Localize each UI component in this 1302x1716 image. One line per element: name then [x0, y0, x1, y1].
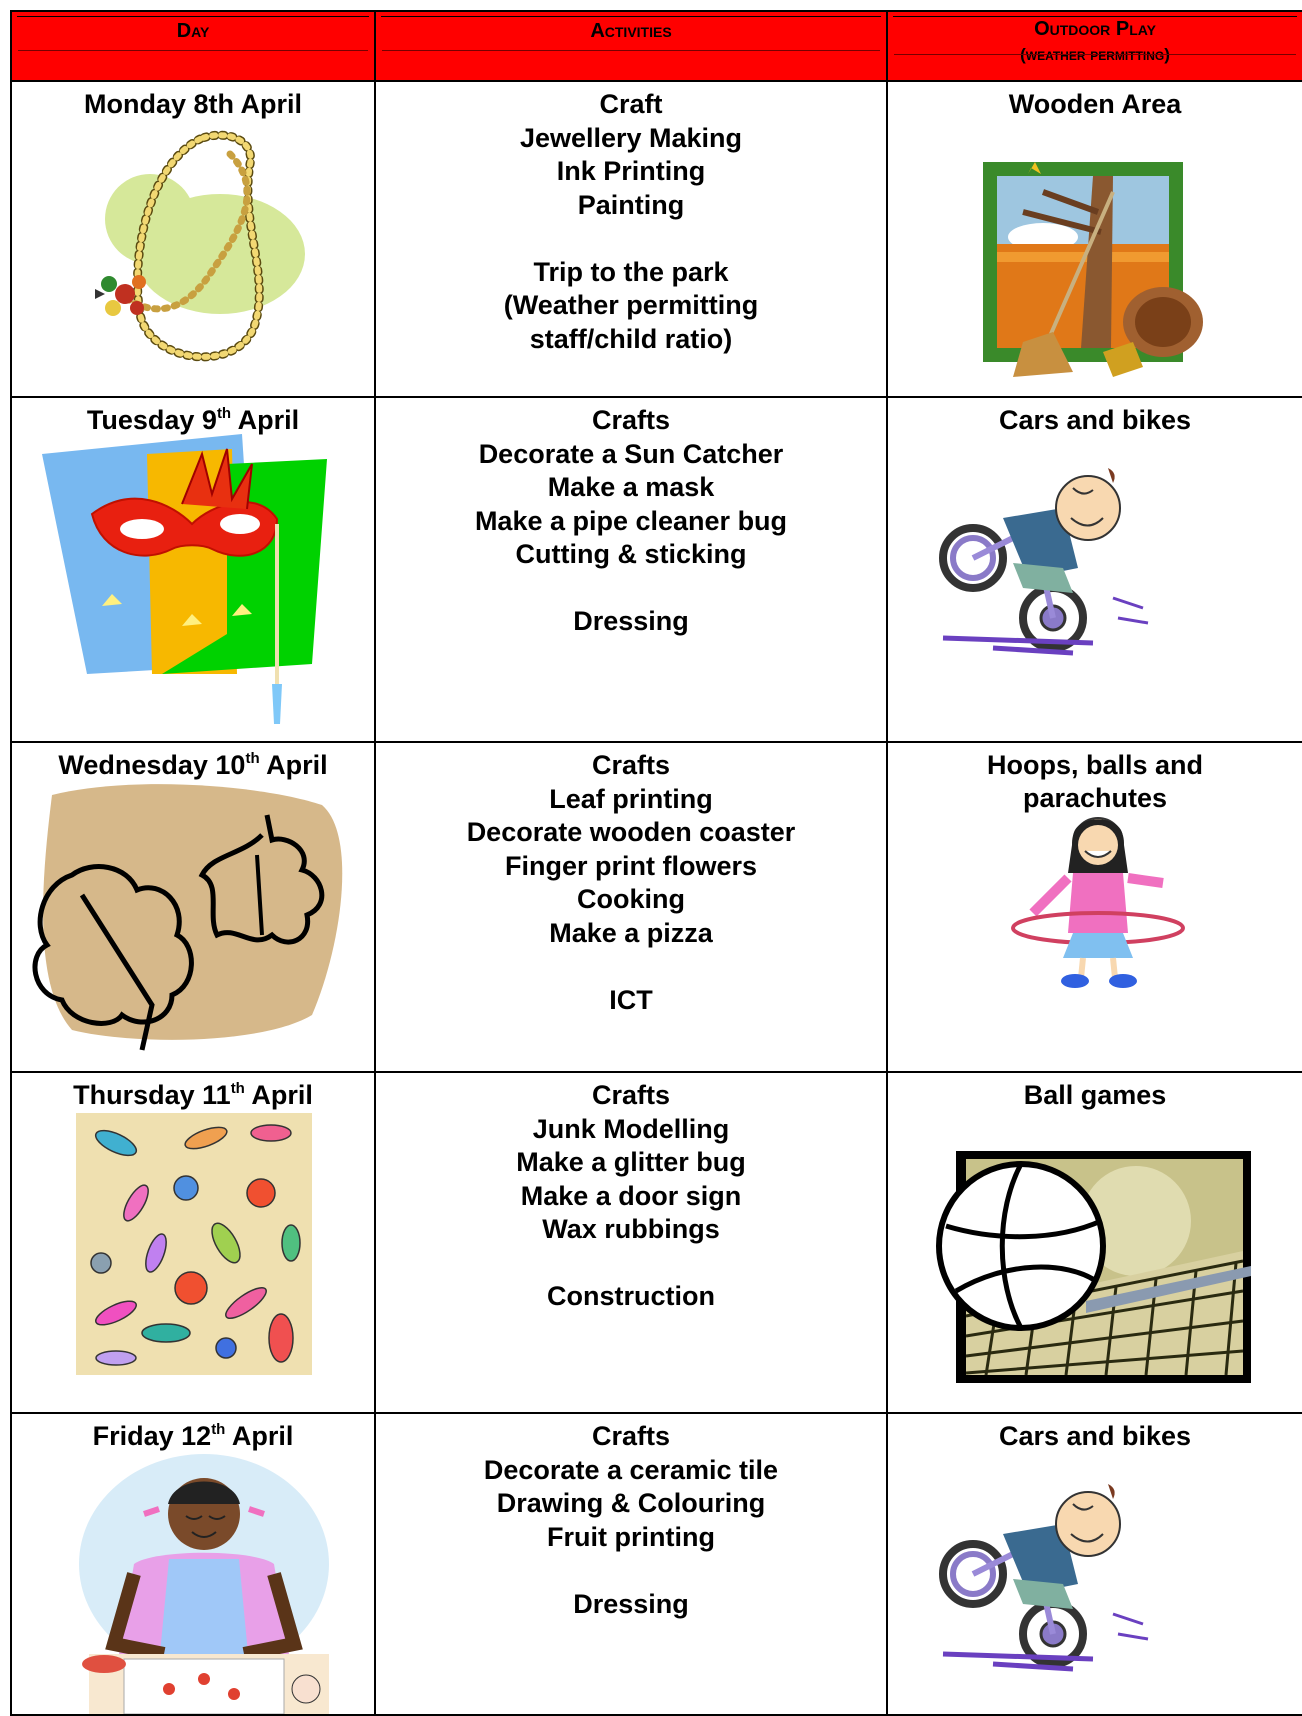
leaves-clipart-icon [12, 775, 357, 1065]
activity-item: Painting [577, 189, 685, 220]
activities-list [376, 743, 886, 1017]
activity-item: ICT [609, 984, 653, 1015]
activities-list [376, 1073, 886, 1314]
outdoor-cell [887, 81, 1302, 397]
activity-item: Dressing [573, 1588, 689, 1619]
activities-list [376, 398, 886, 639]
activities-list [376, 82, 886, 356]
activity-timetable [10, 10, 1302, 1709]
day-label-text: Friday 12 [92, 1421, 212, 1451]
activity-item: Junk Modelling [532, 1113, 730, 1144]
necklace-clipart-icon [80, 124, 310, 384]
activity-item: Finger print flowers [504, 850, 758, 881]
day-label-month: April [231, 405, 300, 435]
day-cell [11, 81, 375, 397]
activity-item: Dressing [573, 606, 689, 636]
activity-item: Make a pipe cleaner bug [474, 505, 788, 536]
day-ordinal: th [230, 1080, 245, 1097]
activity-item: Decorate a ceramic tile [483, 1454, 779, 1485]
day-ordinal: th [216, 405, 232, 422]
outdoor-label: Cars and bikes [998, 405, 1192, 435]
activity-item: Drawing & Colouring [496, 1488, 766, 1518]
activity-item: Fruit printing [547, 1521, 715, 1552]
day-ordinal: th [245, 750, 260, 767]
activities-cell [375, 397, 887, 742]
activity-item: Construction [547, 1281, 715, 1311]
day-label-month: April [244, 1080, 313, 1110]
activities-cell [375, 1413, 887, 1715]
day-label [12, 1073, 374, 1111]
activity-item: Craft [599, 89, 663, 119]
outdoor-cell [887, 1413, 1302, 1715]
boy-on-bike-clipart-icon [933, 1484, 1163, 1674]
activity-item: staff/child ratio) [529, 323, 733, 354]
activity-item: (Weather permitting [503, 290, 759, 320]
activity-item: Cooking [577, 884, 685, 914]
day-cell [11, 1072, 375, 1413]
activities-list [376, 1414, 886, 1621]
table-row-friday [11, 1413, 1302, 1715]
day-label [12, 398, 374, 436]
activity-item: Wax rubbings [542, 1214, 720, 1244]
activity-item [376, 950, 886, 984]
day-label-text: Tuesday 9 [86, 405, 217, 435]
boy-on-bike-clipart-icon [933, 468, 1163, 658]
header-day [11, 11, 375, 81]
activities-cell [375, 1072, 887, 1413]
activity-item [376, 1247, 886, 1281]
bugs-pattern-clipart-icon [76, 1113, 312, 1375]
header-day-label: Day [176, 20, 210, 42]
tree-rake-basket-clipart-icon [983, 152, 1213, 392]
activity-item: Cutting & sticking [515, 539, 747, 569]
activity-item: Crafts [591, 405, 671, 435]
day-label-month: April [225, 1421, 294, 1451]
activities-cell [375, 81, 887, 397]
header-row [11, 11, 1302, 81]
activity-item: Make a pizza [549, 917, 713, 948]
outdoor-cell [887, 742, 1302, 1072]
activity-item: Make a glitter bug [516, 1147, 746, 1177]
girl-baking-clipart-icon [74, 1454, 334, 1714]
header-outdoor-sublabel: (weather permitting) [1020, 45, 1170, 64]
volleyball-net-clipart-icon [936, 1141, 1258, 1393]
header-activities-label: Activities [590, 20, 672, 42]
header-activities [375, 11, 887, 81]
day-label-text: Wednesday 10 [58, 750, 246, 780]
day-cell [11, 1413, 375, 1715]
day-label: Monday 8th April [83, 89, 302, 119]
outdoor-label: Wooden Area [1008, 89, 1182, 119]
activity-item: Make a mask [547, 472, 715, 502]
day-label-month: April [259, 750, 328, 780]
activity-item: Jewellery Making [519, 122, 743, 153]
day-label-text: Thursday 11 [73, 1080, 231, 1110]
activity-item: Crafts [591, 1080, 671, 1110]
outdoor-label: Hoops, balls and parachutes [986, 750, 1204, 813]
activity-item: Crafts [591, 750, 671, 780]
day-cell [11, 397, 375, 742]
activities-cell [375, 742, 887, 1072]
timetable-table [10, 10, 1302, 1716]
activity-item: Decorate a Sun Catcher [478, 438, 784, 469]
header-outdoor-play [887, 11, 1302, 81]
carnival-mask-clipart-icon [42, 434, 342, 734]
table-row-tuesday [11, 397, 1302, 742]
day-label [12, 1414, 374, 1452]
outdoor-label: Cars and bikes [998, 1421, 1192, 1451]
girl-hula-hoop-clipart-icon [1003, 813, 1193, 993]
day-ordinal: th [211, 1421, 226, 1438]
activity-item: Ink Printing [556, 156, 706, 186]
header-outdoor-label: Outdoor Play [1034, 18, 1156, 40]
outdoor-label: Ball games [1023, 1080, 1167, 1110]
table-row-monday [11, 81, 1302, 397]
table-row-wednesday [11, 742, 1302, 1072]
day-cell [11, 742, 375, 1072]
outdoor-cell [887, 1072, 1302, 1413]
activity-item: Trip to the park [533, 256, 729, 287]
activity-item: Decorate wooden coaster [466, 817, 796, 847]
activity-item: Crafts [591, 1421, 671, 1451]
activity-item [376, 222, 886, 256]
activity-item: Leaf printing [549, 783, 713, 814]
activity-item [376, 572, 886, 606]
outdoor-cell [887, 397, 1302, 742]
activity-item: Make a door sign [520, 1180, 742, 1211]
table-row-thursday [11, 1072, 1302, 1413]
activity-item [376, 1554, 886, 1588]
